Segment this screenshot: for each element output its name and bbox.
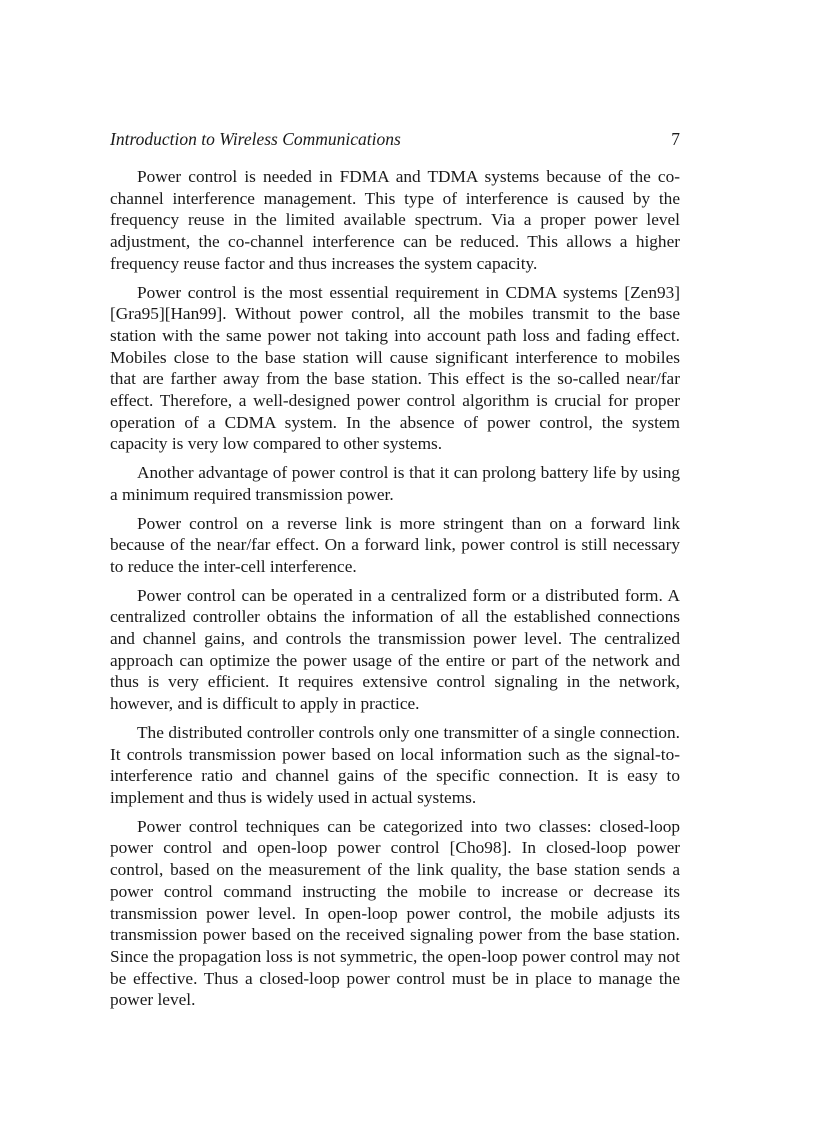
paragraph-distributed-control: The distributed controller controls only one transmitter of a single connection. It controls transmission power based on local information such as the signal-to-interference ratio and channel gains of the specific connection. It is easy to implement and thus is widely used in actual systems. <box>110 722 680 807</box>
paragraph-reverse-forward-link: Power control on a reverse link is more stringent than on a forward link because of the near/far effect. On a forward link, power control is still necessary to reduce the inter-cell interference. <box>110 513 680 576</box>
paragraph-battery-life: Another advantage of power control is that it can prolong battery life by using a minimum required transmission power. <box>110 463 680 504</box>
paragraph-fdma-tdma-power-control: Power control is needed in FDMA and TDMA systems because of the co-channel interference management. This type of interference is caused by the frequency reuse in the limited available spectrum. Via a proper power level adjustment, the co-channel interference can be reduced. This allows a higher frequency reuse factor and thus increases the system capacity. <box>110 167 680 273</box>
running-title: Introduction to Wireless Communications <box>110 129 401 149</box>
page-number: 7 <box>671 129 680 149</box>
paragraph-centralized-control: Power control can be operated in a centralized form or a distributed form. A centralized controller obtains the information of all the established connections and channel gains, and controls the transmission power level. The centralized approach can optimize the power usage of the entire or part of the network and thus is very efficient. It requires extensive control signaling in the network, however, and is difficult to apply in practice. <box>110 585 680 714</box>
book-page <box>110 128 680 1018</box>
running-header <box>110 128 680 150</box>
paragraph-closed-open-loop: Power control techniques can be categorized into two classes: closed-loop power control and open-loop power control [Cho98]. In closed-loop power control, based on the measurement of the link quality, the base station sends a power control command instructing the mobile to increase or decrease its transmission power level. In open-loop power control, the mobile adjusts its transmission power based on the received signaling power from the base station. Since the propagation loss is not symmetric, the open-loop power control may not be effective. Thus a closed-loop power control must be in place to manage the power level. <box>110 816 680 1010</box>
paragraph-cdma-power-control: Power control is the most essential requirement in CDMA systems [Zen93][Gra95][Han99]. Without power control, all the mobiles transmit to the base station with the same power not taking into account path loss and fading effect. Mobiles close to the base station will cause significant interference to mobiles that are farther away from the base station. This effect is the so-called near/far effect. Therefore, a well-designed power control algorithm is crucial for proper operation of a CDMA system. In the absence of power control, the system capacity is very low compared to other systems. <box>110 282 680 454</box>
